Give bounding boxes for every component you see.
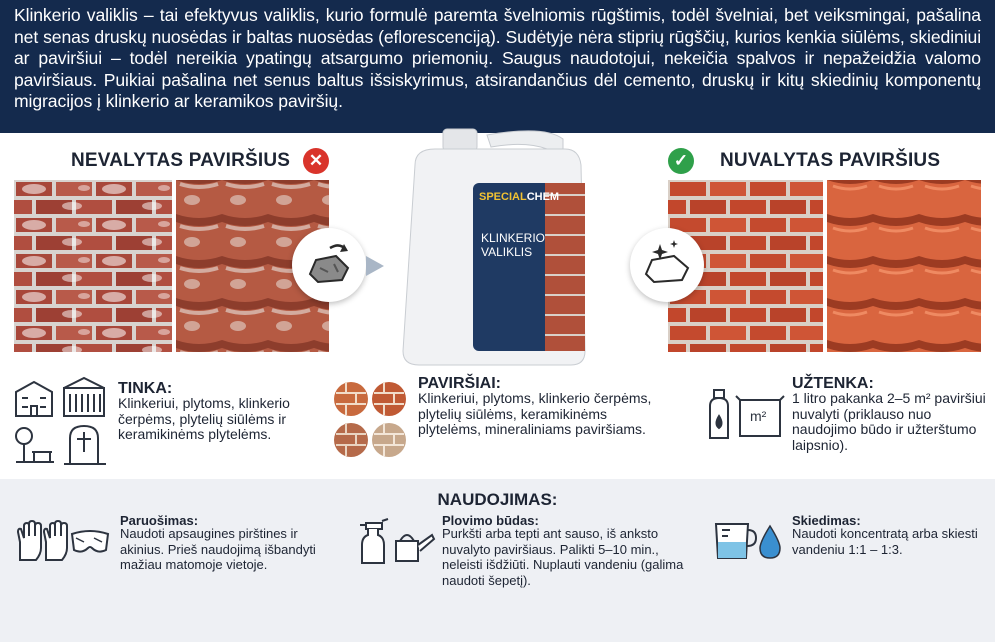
step-dilution-title: Skiedimas: [792,513,861,528]
measuring-cup-icon [716,524,756,558]
dilution-icons [712,520,784,562]
product-brand-a: SPECIAL [479,191,527,203]
check-icon: ✓ [668,148,694,174]
clean-tile-photo [827,180,981,352]
goggles-icon [72,531,108,552]
tinka-text: Klinkeriui, plytoms, klinkerio čerpėms, plytelių siūlėms ir keramikinėms plytelėms. [118,395,290,442]
washing-icons [356,515,436,567]
arrow-right-icon [364,254,386,278]
clean-stone-icon [630,228,704,302]
dirty-brick-photo [14,180,172,352]
grave-icon [64,426,106,464]
tinka-title: TINKA: [118,380,173,397]
preparation-icons [14,520,110,564]
step-preparation-title: Paruošimas: [120,513,199,528]
intro-banner [0,0,995,133]
step-washing-title: Plovimo būdas: [442,513,539,528]
product-name [481,231,545,259]
watering-can-icon [396,535,434,561]
product-brand [479,191,559,203]
step-dilution-text: Naudoti koncentratą arba skiesti vandeniu 1:1 – 1:3. [792,526,978,557]
house-icon [64,378,104,416]
step-washing-text: Purkšti arba tepti ant sauso, iš anksto nuvalyto paviršiaus. Palikti 5–10 min., neleisti išdžiūti. Nuplauti vandeniu (galima naudoti šepetį). [442,526,684,588]
pavirsiai-title: PAVIRŠIAI: [418,375,501,392]
after-title: NUVALYTAS PAVIRŠIUS [720,150,941,171]
intro-text: Klinkerio valiklis – tai efektyvus valiklis, kurio formulė paremta švelniomis rūgštimis, todėl švelniai, bet veiksmingai, pašalina net senas druskų nuosėdas ir baltas nuosėdas (eflorescenciją). Sudėtyje nėra stiprių rūgščių, kurios kenkia siūlėms, skiediniui ar paviršiui – todėl nereikia ypatingų atsargumo priemonių. Saugus naudotojui, nekeičia spalvos ir nepažeidžia valomo paviršiaus. Puikiai pašalina net senus baltus išsiskyrimus, atsirandančius dėl cemento, druskų ir kitų skiedinių komponentų migracijos į klinkerio ar keramikos paviršių. [14,5,981,111]
product-name-line-2: VALIKLIS [481,245,533,259]
product-canister [395,125,595,370]
pavirsiai-text: Klinkeriui, plytoms, klinkerio čerpėms, plytelių siūlėms, keramikinėms plytelėms, mineraliniams paviršiams. [418,390,652,437]
before-title: NEVALYTAS PAVIRŠIUS [71,150,291,171]
product-brand-b: CHEM [526,191,560,203]
uztenka-text: 1 litro pakanka 2–5 m² paviršiui nuvalyti (priklauso nuo naudojimo būdo ir užterštumo laipsnio). [792,390,986,453]
water-drop-icon [760,526,780,558]
step-preparation-text: Naudoti apsaugines pirštines ir akinius. Prieš naudojimą išbandyti mažiau matomoje vietoje. [120,526,316,572]
gloves-icon [18,521,67,560]
usage-title: NAUDOJIMAS: [437,490,558,509]
product-name-line-1: KLINKERIO [481,231,546,245]
brick-swatch-icon [334,382,406,457]
uztenka-title: UŽTENKA: [792,375,874,392]
sprayer-icon [360,519,388,563]
uztenka-icons [706,388,788,444]
area-unit: m² [750,408,767,424]
bottle-icon [710,390,728,438]
surface-swatches [332,380,408,460]
tinka-icons [14,376,110,468]
dirty-stone-icon [292,228,366,302]
tree-bench-icon [16,428,54,462]
building-icon [16,382,52,416]
close-icon: ✕ [303,148,329,174]
